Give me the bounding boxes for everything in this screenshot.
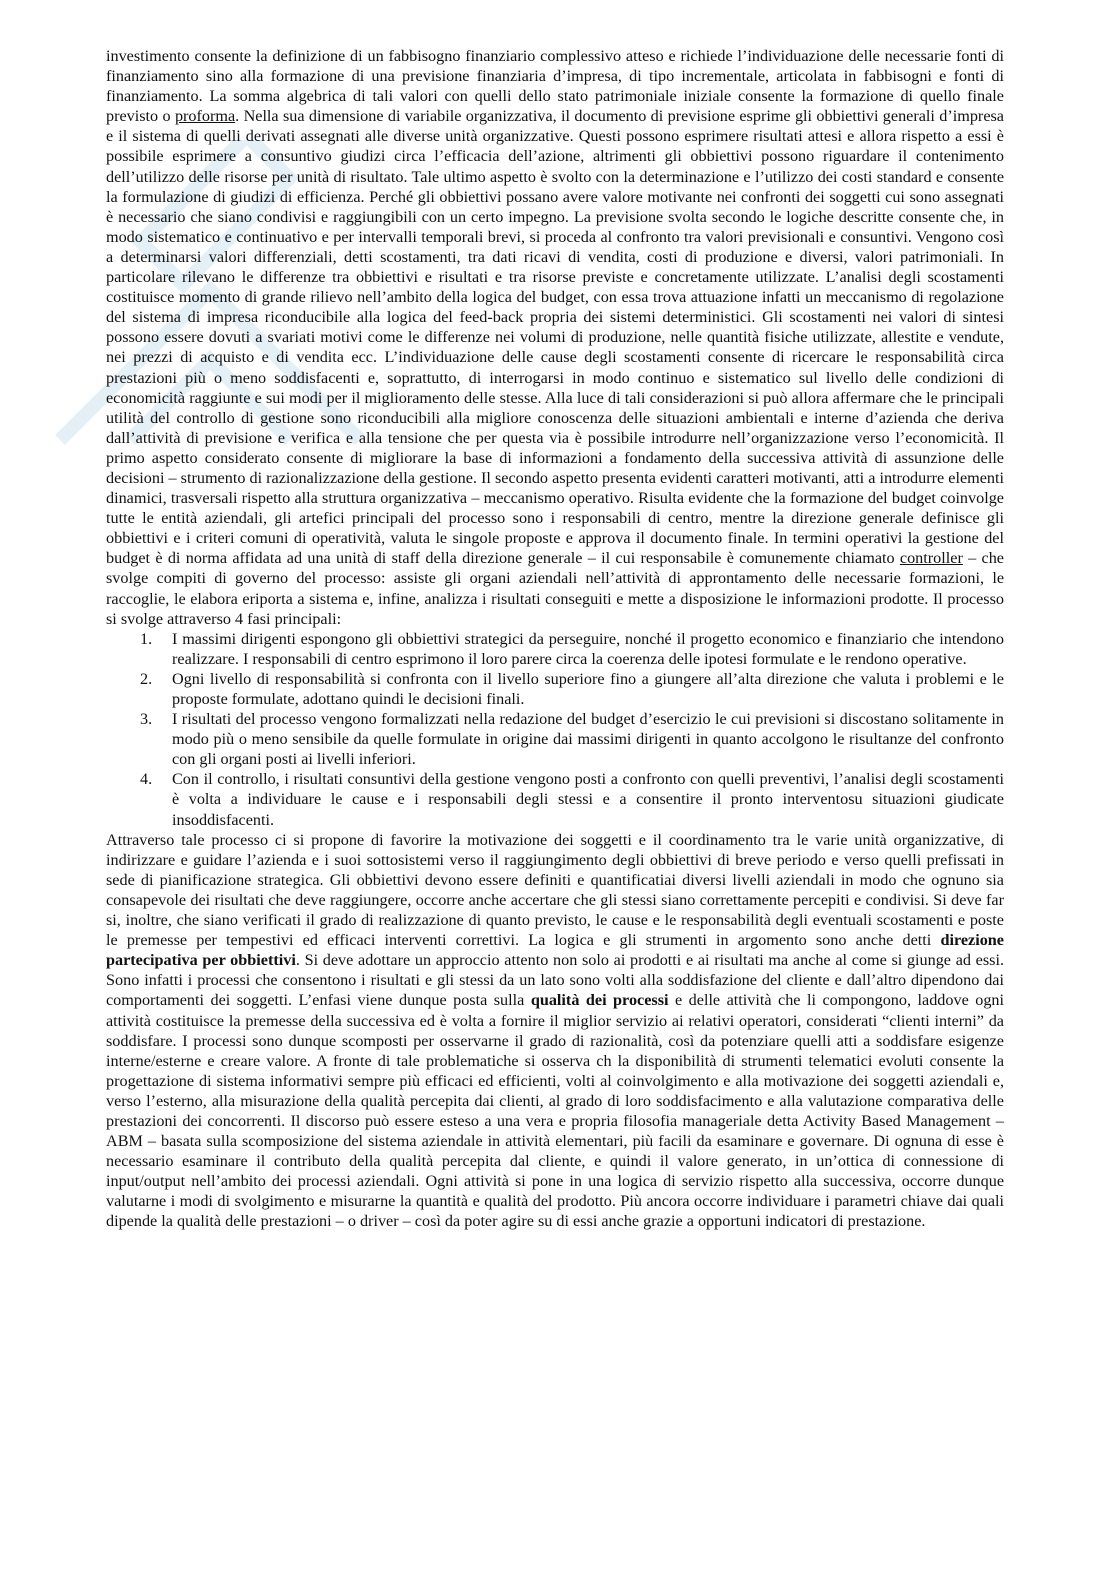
bold-term-process-quality: qualità dei processi [530,991,669,1010]
phase-number: 2. [140,669,153,688]
bold-term-participative-direction: direzione partecipativa per obbiettivi [106,931,1004,970]
phase-text: Con il controllo, i risultati consuntivi della gestione vengono posti a confronto con quelli preventivi, l’analisi degli scostamenti è volta a individuare le cause e i responsabili degli stessi e a consentire il pronto interventosu situazioni giudicate insoddisfacenti. [172,770,1004,829]
phase-item [140,769,1004,829]
phase-item [140,629,1004,669]
paragraph-text-segment: Attraverso tale processo ci si propone di favorire la motivazione dei soggetti e il coordinamento tra le varie unità organizzative, di indirizzare e guidare l’azienda e i suoi sottosistemi verso il raggiungimento degli obbiettivi di breve periodo e verso quelli prefissati in sede di pianificazione strategica. Gli obbiettivi devono essere definiti e quantificatiai diversi livelli aziendali in modo che ognuno sia consapevole dei risultati che deve raggiungere, occorre anche accertare che gli stessi siano correttamente percepiti e condivisi. Si deve far si, inoltre, che siano verificati il grado di realizzazione di quanto previsto, le cause e le responsabilità degli eventuali scostamenti e poste le premesse per tempestivi ed efficaci interventi correttivi. La logica e gli strumenti in argomento sono anche detti [106,830,1004,950]
paragraph-text-segment: investimento consente la definizione di un fabbisogno finanziario complessivo atteso e richiede l’individuazione delle necessarie fonti di finanziamento sino alla formazione di una previsione finanziaria d’impresa, di tipo incrementale, articolata in fabbisogni e fonti di finanziamento. La somma algebrica di tali valori con quelli dello stato patrimoniale iniziale consente la formazione di quello finale previsto o [106,47,1004,126]
controller-term: controller [899,549,963,568]
phase-text: Ogni livello di responsabilità si confronta con il livello superiore fino a giungere all’alta direzione che valuta i problemi e le proposte formulate, adottano quindi le decisioni finali. [172,669,1004,708]
phase-text: I massimi dirigenti espongono gli obbiettivi strategici da perseguire, nonché il progetto economico e finanziario che intendono realizzare. I responsabili di centro esprimono il loro parere circa la coerenza delle ipotesi formulate e le rendono operative. [172,629,1004,668]
phase-number: 4. [140,770,153,789]
paragraph-budget-overview [106,46,1004,629]
paragraph-participative-management [106,830,1004,1232]
phase-number: 1. [140,629,153,648]
phase-item [140,709,1004,769]
paragraph-text-segment: . Nella sua dimensione di variabile organizzativa, il documento di previsione esprime gli obbiettivi generali d’impresa e il sistema di quelli derivati assegnati alle diverse unità organizzative. Questi possono esprimere risultati attesi e allora rispetto a essi è possibile esprimere a consuntivo giudizi circa l’efficacia dell’azione, altrimenti gli obbiettivi possono riguardare il contenimento dell’utilizzo delle risorse per unità di risultato. Tale ultimo aspetto è svolto con la determinazione e l’utilizzo dei costi standard e consente la formulazione di giudizi di efficienza. Perché gli obbiettivi possano avere valore motivante nei confronti dei soggetti cui sono assegnati è necessario che siano condivisi e raggiungibili con un certo impegno. La previsione svolta secondo le logiche descritte consente che, in modo sistematico e continuativo e per intervalli temporali brevi, si proceda al confronto tra valori previsionali e consuntivi. Vengono così a determinarsi valori differenziali, detti scostamenti, tra dati ricavi di vendita, costi di produzione e diversi, valori patrimoniali. In particolare rilevano le differenze tra obbiettivi e risultati e tra risorse previste e concretamente utilizzate. L’analisi degli scostamenti costituisce momento di grande rilievo nell’ambito della logica del budget, con essa trova attuazione infatti un meccanismo di regolazione del sistema di impresa riconducibile alla logica del feed-back propria dei sistemi deterministici. Gli scostamenti nei valori di sintesi possono essere dovuti a svariati motivi come le differenze nei volumi di produzione, nelle quantità fisiche utilizzate, allestite e vendute, nei prezzi di acquisto e di vendita ecc. L’individuazione delle cause degli scostamenti consente di ricercare le responsabilità circa prestazioni più o meno soddisfacenti e, soprattutto, di interrogarsi in modo continuo e sistematico sul livello delle condizioni di economicità raggiunte e sui modi per il miglioramento delle stesse. Alla luce di tali considerazioni si può allora affermare che le principali utilità del controllo di gestione sono riconducibili alla migliore conoscenza delle situazioni ambientali e interne d’azienda che deriva dall’attività di previsione e verifica e alla tensione che per questa via è possibile introdurre nell’organizzazione verso l’economicità. Il primo aspetto considerato consente di migliorare la base di informazioni a fondamento della successiva attività di assunzione delle decisioni – strumento di razionalizzazione della gestione. Il secondo aspetto presenta evidenti caratteri motivanti, atti a introdurre elementi dinamici, trasversali rispetto alla struttura organizzativa – meccanismo operativo. Risulta evidente che la formazione del budget coinvolge tutte le entità aziendali, gli artefici principali del processo sono i responsabili di centro, mentre la direzione generale definisce gli obbiettivi e i criteri comuni di operatività, valuta le singole proposte e approva il documento finale. In termini operativi la gestione del budget è di norma affidata ad una unità di staff della direzione generale – il cui responsabile è comunemente chiamato [106,107,1004,568]
proforma-term: proforma [174,107,236,126]
phases-list [106,629,1004,830]
paragraph-text-segment: – che svolge compiti di governo del processo: assiste gli organi aziendali nell’attività di approntamento delle necessarie formazioni, le raccoglie, le elabora eriporta a sistema e, infine, analizza i risultati conseguiti e mette a disposizione le informazioni prodotte. Il processo si svolge attraverso 4 fasi principali: [106,549,1004,628]
paragraph-text-segment: e delle attività che li compongono, laddove ogni attività costituisce la premesse della successiva ed è volta a fornire il miglior servizio ai relativi operatori, considerati “clienti interni” da soddisfare. I processi sono dunque scomposti per osservarne il grado di razionalità, così da potenziare quelli atti a soddisfare esigenze interne/esterne e creare valore. A fronte di tale problematiche si osserva ch la disponibilità di strumenti telematici evoluti consente la progettazione di sistema informativi sempre più efficaci ed efficienti, volti al coinvolgimento e alla motivazione dei soggetti aziendali e, verso l’esterno, alla misurazione della qualità percepita dai clienti, al grado di loro soddisfacimento e alla valutazione comparativa delle prestazioni dei concorrenti. Il discorso può essere esteso a una vera e propria filosofia manageriale detta Activity Based Management – ABM – basata sulla scomposizione del sistema aziendale in attività elementari, più facili da esaminare e governare. Di ognuna di esse è necessario esaminare il contributo della qualità percepita dal cliente, e quindi il valore generato, in un’ottica di connessione di input/output nell’ambito dei processi aziendali. Ogni attività si pone in una logica di servizio rispetto alla successiva, occorre dunque valutarne i modi di svolgimento e misurarne la quantità e qualità del prodotto. Più ancora occorre individuare i parametri chiave dai quali dipende la qualità delle prestazioni – o driver – così da poter agire su di essi anche grazie a opportuni indicatori di prestazione. [106,991,1005,1231]
phase-item [140,669,1004,709]
paragraph-text-segment: . Si deve adottare un approccio attento non solo ai prodotti e ai risultati ma anche al come si giunge ad essi. Sono infatti i processi che consentono i risultati e gli stessi da un lato sono volti alla soddisfazione del cliente e dall’altro dipendono dai comportamenti dei soggetti. L’enfasi viene dunque posta sulla [106,951,1004,1010]
phase-text: I risultati del processo vengono formalizzati nella redazione del budget d’esercizio le cui previsioni si discostano solitamente in modo più o meno sensibile da quelle formulate in origine dai massimi dirigenti in quanto accolgono le risultanze del confronto con gli organi posti ai livelli inferiori. [172,710,1004,769]
document-page [106,46,1004,1232]
phase-number: 3. [140,710,153,729]
